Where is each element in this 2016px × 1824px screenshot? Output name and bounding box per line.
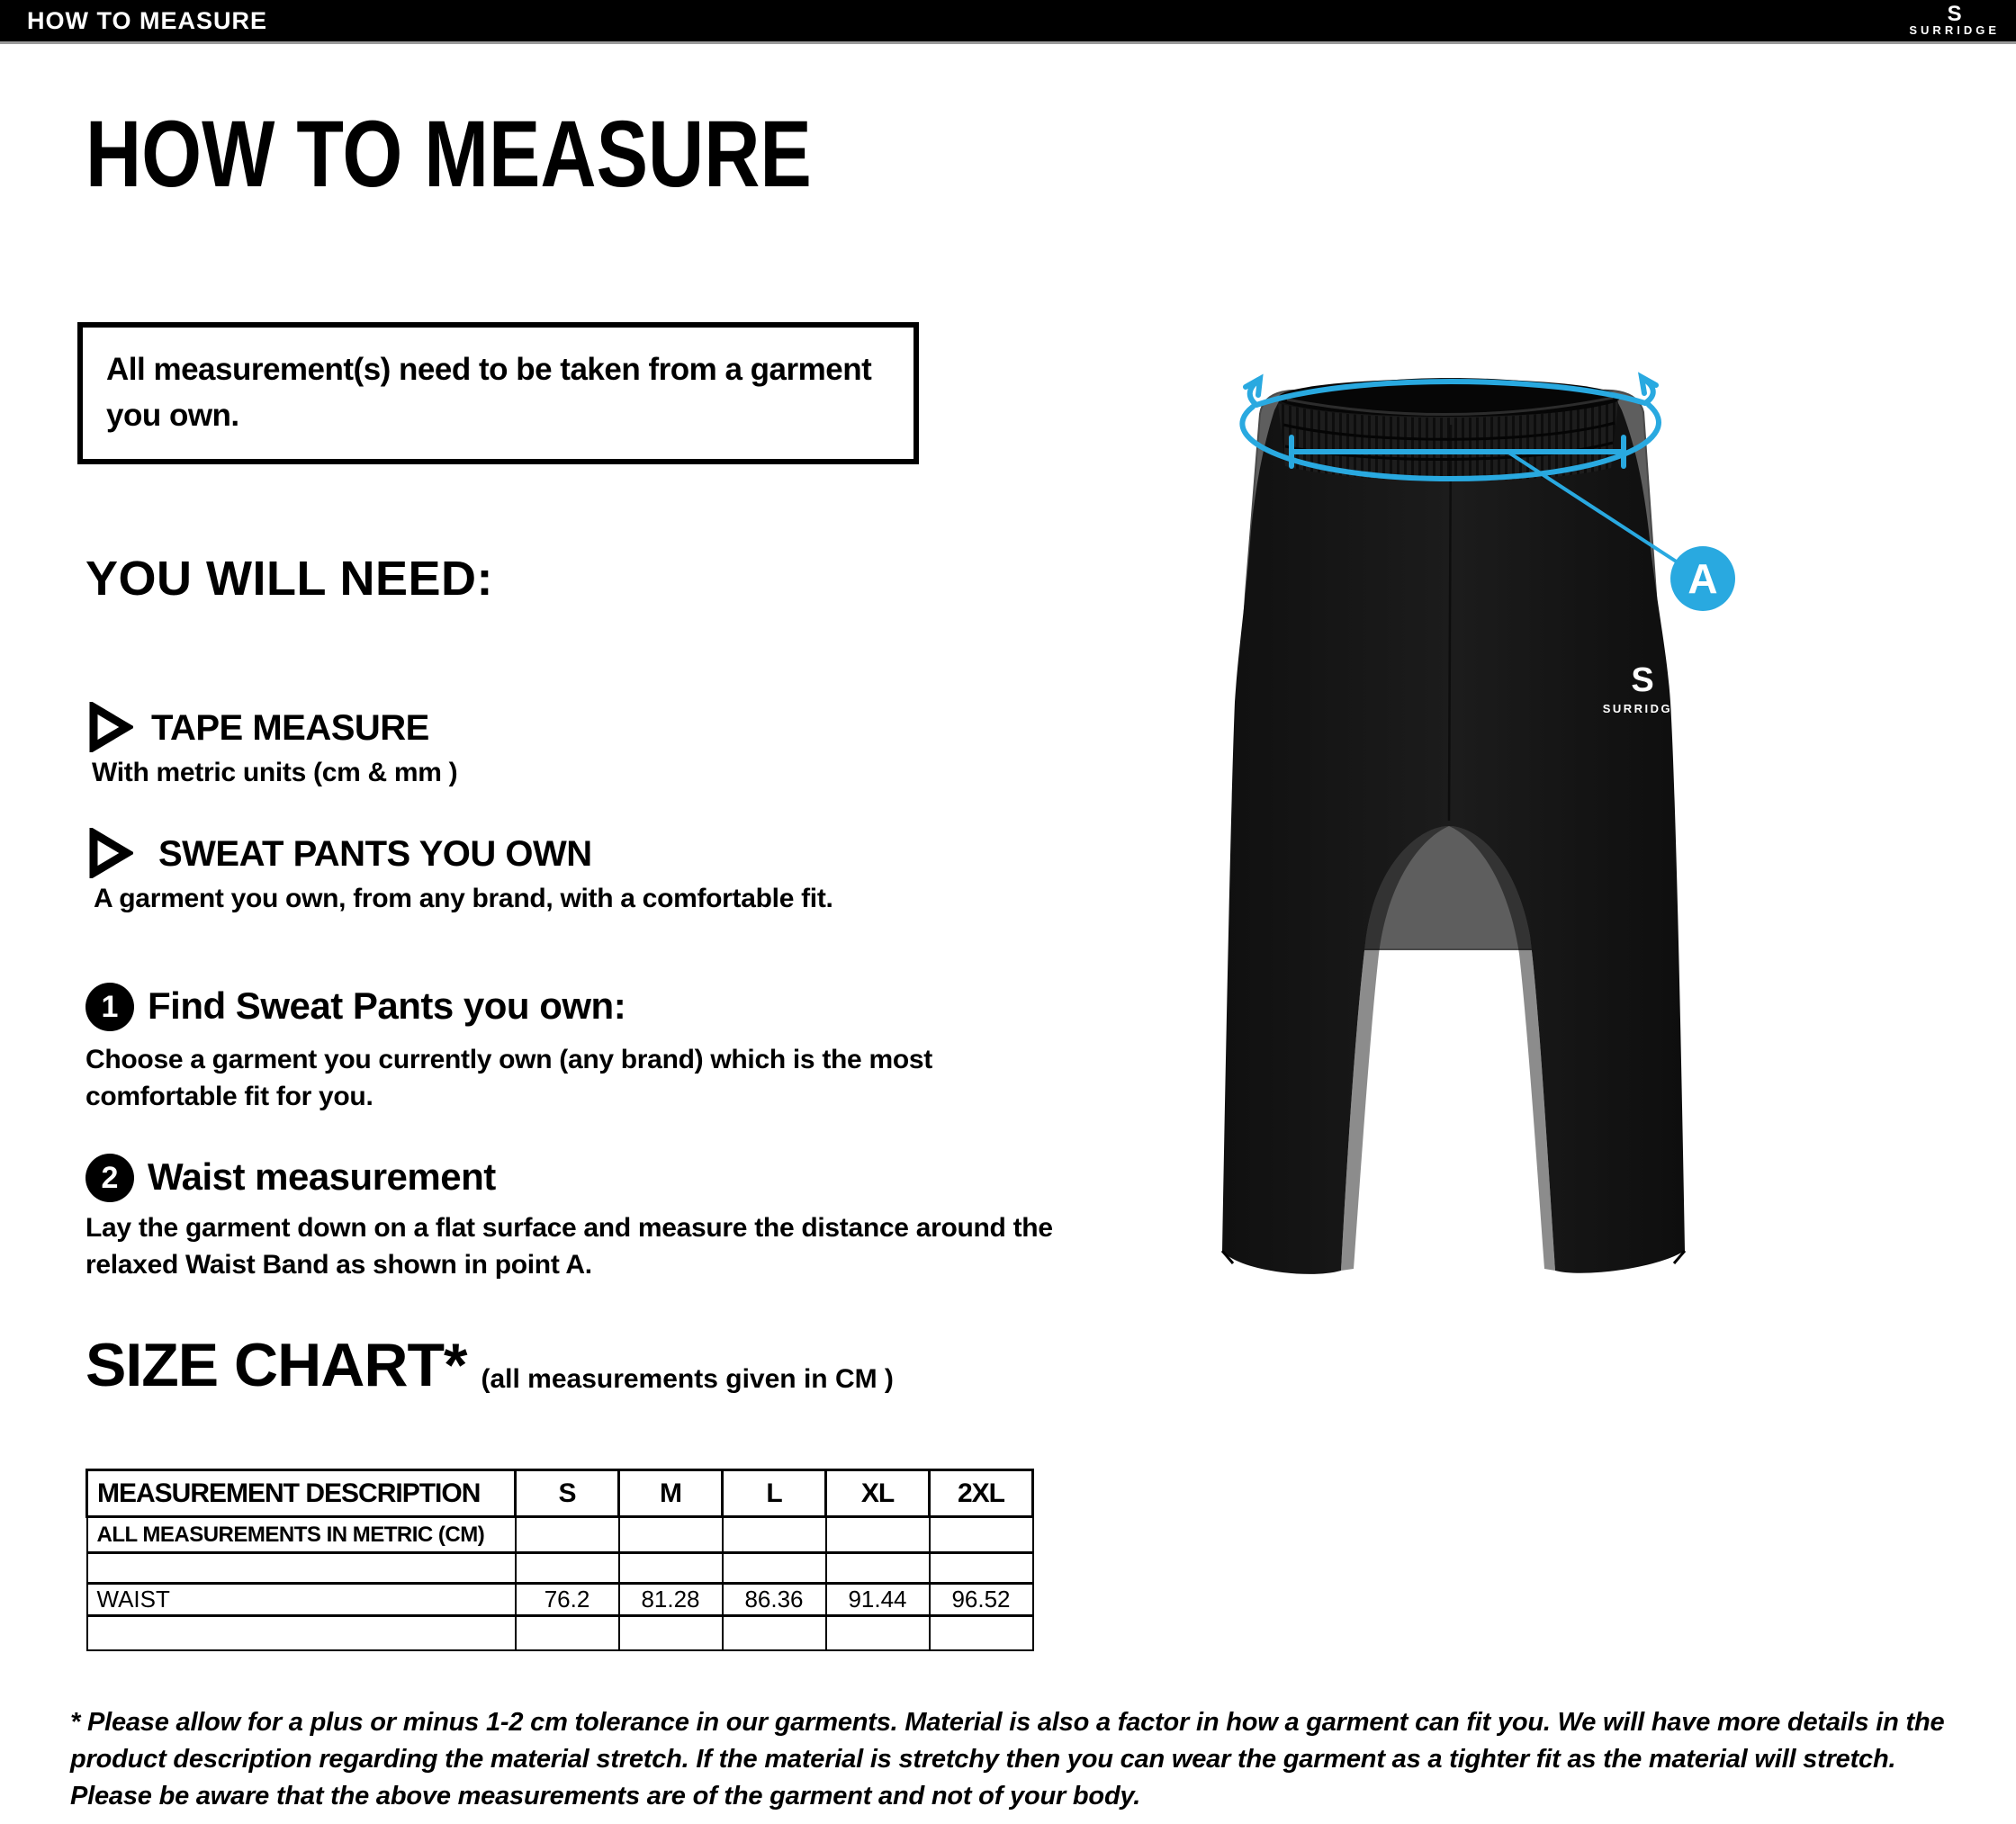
sweat-pants-diagram xyxy=(1152,324,1782,1314)
step-number-badge: 2 xyxy=(86,1154,134,1202)
table-note-cell: ALL MEASUREMENTS IN METRIC (CM) xyxy=(87,1517,516,1553)
pants-logo-word: SURRIDGE xyxy=(1602,702,1683,715)
step-number-badge: 1 xyxy=(86,983,134,1031)
step-description: Choose a garment you currently own (any brand) which is the most comfortable fit for you. xyxy=(86,1045,932,1111)
top-bar xyxy=(0,0,2016,44)
table-header-row xyxy=(87,1470,1033,1517)
page-title: HOW TO MEASURE xyxy=(86,102,812,207)
size-chart-table xyxy=(86,1469,1034,1651)
column-header: 2XL xyxy=(930,1470,1033,1517)
notice-box xyxy=(77,322,919,464)
surridge-logo-mark: S xyxy=(1947,1,1962,26)
surridge-logo xyxy=(1909,1,2016,37)
size-chart-heading-row xyxy=(86,1330,894,1400)
step-description: Lay the garment down on a flat surface and measure the distance around the relaxed Waist Band as shown in point A. xyxy=(86,1213,1053,1280)
need-item-description: With metric units (cm & mm ) xyxy=(92,758,458,787)
table-row-waist xyxy=(87,1584,1033,1616)
table-note-row xyxy=(87,1517,1033,1553)
you-will-need-heading: YOU WILL NEED: xyxy=(86,552,494,606)
waist-value-s: 76.2 xyxy=(516,1584,619,1616)
waist-value-xl: 91.44 xyxy=(826,1584,930,1616)
pants-body xyxy=(1222,378,1685,1274)
measurement-label: WAIST xyxy=(87,1584,516,1616)
triangle-bullet-icon xyxy=(88,702,133,757)
size-chart-subtitle: (all measurements given in CM ) xyxy=(481,1364,894,1394)
need-item-title: TAPE MEASURE xyxy=(151,708,429,748)
waist-value-m: 81.28 xyxy=(619,1584,723,1616)
size-chart-title: SIZE CHART* xyxy=(86,1331,467,1399)
waist-value-l: 86.36 xyxy=(723,1584,826,1616)
top-bar-title: HOW TO MEASURE xyxy=(27,6,268,34)
pants-logo-mark: S xyxy=(1631,661,1654,699)
need-item-description: A garment you own, from any brand, with a comfortable fit. xyxy=(94,884,833,913)
triangle-bullet-icon xyxy=(88,828,133,883)
column-header: S xyxy=(516,1470,619,1517)
column-header: L xyxy=(723,1470,826,1517)
step-title: Find Sweat Pants you own: xyxy=(148,984,626,1027)
table-empty-row xyxy=(87,1616,1033,1650)
point-a-label: A xyxy=(1688,555,1718,602)
surridge-logo-word: SURRIDGE xyxy=(1909,22,2000,37)
notice-text: All measurement(s) need to be taken from a garment you own. xyxy=(106,352,872,433)
need-item-title: SWEAT PANTS YOU OWN xyxy=(158,834,592,874)
waist-value-2xl: 96.52 xyxy=(930,1584,1033,1616)
waist-opening xyxy=(1278,379,1620,417)
sweat-pants-image xyxy=(1152,324,1782,1314)
tolerance-footnote: * Please allow for a plus or minus 1-2 cm tolerance in our garments. Material is also a factor in how a garment can fit you. We will have more details in the product description regarding the material stretch. If the material is stretchy then you can wear the garment as a tighter fit as the material will stretch. Please be aware that the above measurements are of the garment and not of your body. xyxy=(70,1708,1945,1811)
column-header: XL xyxy=(826,1470,930,1517)
table-empty-row xyxy=(87,1553,1033,1584)
column-header: M xyxy=(619,1470,723,1517)
column-header: MEASUREMENT DESCRIPTION xyxy=(87,1470,516,1517)
step-title: Waist measurement xyxy=(148,1155,496,1198)
